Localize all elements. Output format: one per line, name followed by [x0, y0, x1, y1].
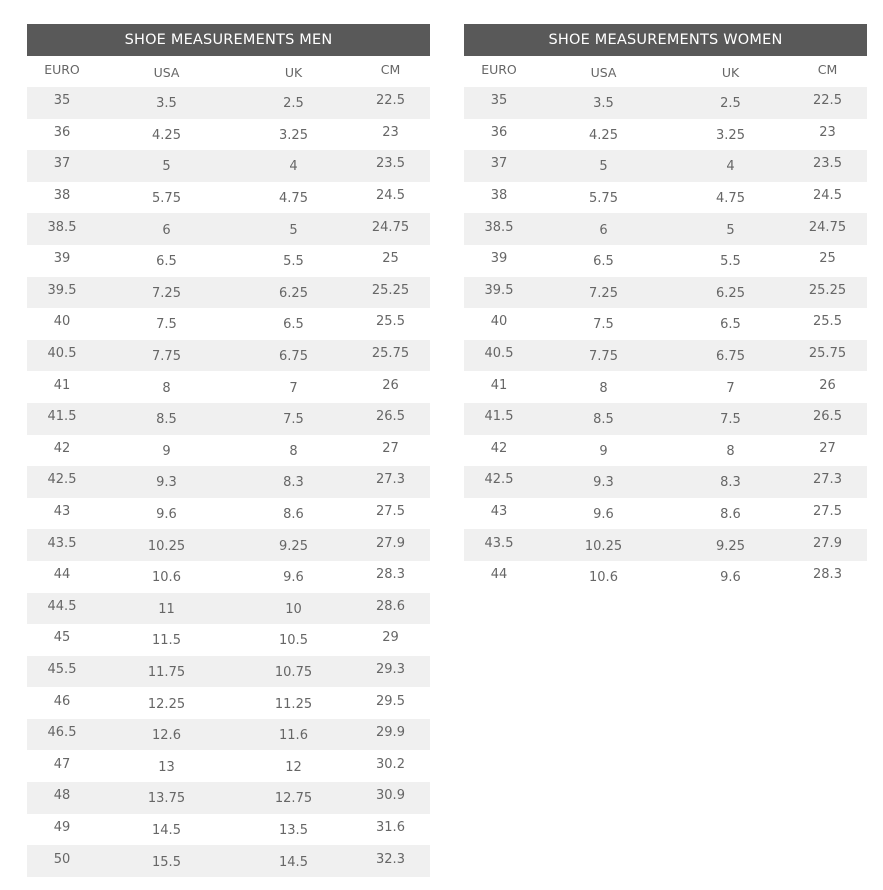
size-cell-euro: 43 — [464, 498, 534, 530]
size-cell-uk: 5 — [673, 213, 788, 245]
table-row — [27, 119, 430, 151]
women-table-title: SHOE MEASUREMENTS WOMEN — [464, 24, 867, 56]
table-row — [27, 308, 430, 340]
size-cell-cm: 27.5 — [351, 498, 430, 530]
size-cell-cm: 30.9 — [351, 782, 430, 814]
size-cell-cm: 28.3 — [788, 561, 867, 593]
size-cell-euro: 44.5 — [27, 593, 97, 625]
size-cell-euro: 37 — [464, 150, 534, 182]
size-cell-cm: 26.5 — [351, 403, 430, 435]
size-cell-cm: 25.75 — [788, 340, 867, 372]
table-row — [27, 656, 430, 688]
size-cell-usa: 7.25 — [534, 277, 673, 309]
size-cell-euro: 43.5 — [464, 529, 534, 561]
column-header-usa: USA — [590, 65, 617, 80]
size-cell-usa: 5.75 — [534, 182, 673, 214]
size-cell-euro: 45 — [27, 624, 97, 656]
size-cell-usa: 12.25 — [97, 687, 236, 719]
size-cell-euro: 42 — [27, 435, 97, 467]
size-cell-usa: 9 — [534, 435, 673, 467]
size-cell-cm: 26.5 — [788, 403, 867, 435]
size-cell-uk: 6.75 — [236, 340, 351, 372]
size-cell-usa: 9.6 — [97, 498, 236, 530]
size-cell-euro: 39.5 — [27, 277, 97, 309]
table-row — [464, 245, 867, 277]
men-size-table — [27, 24, 430, 877]
size-cell-uk: 7.5 — [673, 403, 788, 435]
size-cell-usa: 9 — [97, 435, 236, 467]
size-cell-euro: 40 — [27, 308, 97, 340]
size-cell-euro: 39 — [27, 245, 97, 277]
size-cell-uk: 8.6 — [673, 498, 788, 530]
size-cell-euro: 38 — [27, 182, 97, 214]
size-cell-usa: 9.3 — [97, 466, 236, 498]
size-cell-uk: 5 — [236, 213, 351, 245]
size-cell-uk: 9.6 — [673, 561, 788, 593]
size-cell-cm: 29.5 — [351, 687, 430, 719]
women-table-body — [464, 87, 867, 593]
size-cell-uk: 3.25 — [236, 119, 351, 151]
size-cell-usa: 9.6 — [534, 498, 673, 530]
size-cell-usa: 4.25 — [534, 119, 673, 151]
size-cell-cm: 32.3 — [351, 845, 430, 877]
column-header-euro: EURO — [44, 62, 80, 77]
size-cell-euro: 38.5 — [464, 213, 534, 245]
size-cell-uk: 14.5 — [236, 845, 351, 877]
size-cell-euro: 35 — [27, 87, 97, 119]
size-cell-cm: 28.3 — [351, 561, 430, 593]
size-cell-cm: 27.5 — [788, 498, 867, 530]
size-cell-uk: 6.75 — [673, 340, 788, 372]
size-cell-usa: 13 — [97, 750, 236, 782]
women-size-table — [464, 24, 867, 593]
size-cell-uk: 7.5 — [236, 403, 351, 435]
size-cell-uk: 9.6 — [236, 561, 351, 593]
size-cell-usa: 8.5 — [97, 403, 236, 435]
table-row — [464, 277, 867, 309]
table-row — [27, 371, 430, 403]
size-cell-usa: 7.75 — [97, 340, 236, 372]
size-cell-uk: 9.25 — [236, 529, 351, 561]
column-header-euro: EURO — [481, 62, 517, 77]
size-cell-uk: 8 — [236, 435, 351, 467]
column-header-cm: CM — [380, 62, 401, 77]
column-header-usa: USA — [153, 65, 180, 80]
size-cell-cm: 26 — [788, 371, 867, 403]
table-row — [27, 593, 430, 625]
size-cell-usa: 5 — [97, 150, 236, 182]
size-cell-cm: 23 — [351, 119, 430, 151]
table-row — [27, 150, 430, 182]
table-row — [464, 182, 867, 214]
size-cell-euro: 41.5 — [27, 403, 97, 435]
women-header-row — [464, 56, 867, 87]
table-row — [464, 498, 867, 530]
men-header-row — [27, 56, 430, 87]
size-cell-euro: 42 — [464, 435, 534, 467]
size-cell-uk: 9.25 — [673, 529, 788, 561]
table-row — [27, 403, 430, 435]
table-row — [464, 466, 867, 498]
size-cell-euro: 46 — [27, 687, 97, 719]
size-cell-uk: 12.75 — [236, 782, 351, 814]
size-cell-cm: 25 — [788, 245, 867, 277]
size-cell-euro: 39 — [464, 245, 534, 277]
table-row — [27, 277, 430, 309]
size-cell-cm: 24.75 — [788, 213, 867, 245]
column-header-cm: CM — [817, 62, 838, 77]
size-cell-usa: 11.75 — [97, 656, 236, 688]
size-cell-uk: 10.75 — [236, 656, 351, 688]
size-cell-uk: 4.75 — [673, 182, 788, 214]
table-row — [464, 340, 867, 372]
size-cell-usa: 12.6 — [97, 719, 236, 751]
table-row — [27, 845, 430, 877]
size-cell-usa: 10.25 — [97, 529, 236, 561]
size-cell-euro: 45.5 — [27, 656, 97, 688]
size-cell-uk: 8.6 — [236, 498, 351, 530]
size-cell-cm: 29.9 — [351, 719, 430, 751]
size-cell-cm: 23.5 — [788, 150, 867, 182]
size-cell-euro: 44 — [27, 561, 97, 593]
table-row — [27, 466, 430, 498]
size-cell-cm: 25.5 — [788, 308, 867, 340]
size-cell-usa: 8 — [534, 371, 673, 403]
size-cell-usa: 7.5 — [534, 308, 673, 340]
size-cell-euro: 41 — [464, 371, 534, 403]
size-cell-cm: 27.3 — [788, 466, 867, 498]
size-cell-cm: 22.5 — [351, 87, 430, 119]
size-cell-cm: 26 — [351, 371, 430, 403]
table-row — [464, 529, 867, 561]
size-cell-usa: 11.5 — [97, 624, 236, 656]
size-cell-uk: 11.25 — [236, 687, 351, 719]
size-cell-euro: 43.5 — [27, 529, 97, 561]
size-cell-usa: 6.5 — [97, 245, 236, 277]
size-cell-euro: 40.5 — [464, 340, 534, 372]
table-row — [27, 435, 430, 467]
size-cell-uk: 4 — [673, 150, 788, 182]
size-cell-cm: 25.75 — [351, 340, 430, 372]
size-cell-uk: 12 — [236, 750, 351, 782]
size-cell-cm: 25.25 — [788, 277, 867, 309]
size-cell-usa: 15.5 — [97, 845, 236, 877]
size-cell-euro: 36 — [464, 119, 534, 151]
table-row — [27, 529, 430, 561]
size-cell-cm: 23 — [788, 119, 867, 151]
size-cell-uk: 11.6 — [236, 719, 351, 751]
table-row — [464, 561, 867, 593]
size-cell-usa: 5.75 — [97, 182, 236, 214]
size-cell-usa: 10.25 — [534, 529, 673, 561]
men-table-title: SHOE MEASUREMENTS MEN — [27, 24, 430, 56]
size-cell-cm: 27 — [788, 435, 867, 467]
size-cell-usa: 7.5 — [97, 308, 236, 340]
size-cell-cm: 25.5 — [351, 308, 430, 340]
size-cell-uk: 3.25 — [673, 119, 788, 151]
size-cell-euro: 38 — [464, 182, 534, 214]
size-cell-euro: 40 — [464, 308, 534, 340]
size-cell-usa: 11 — [97, 593, 236, 625]
size-cell-cm: 28.6 — [351, 593, 430, 625]
table-row — [27, 213, 430, 245]
size-cell-cm: 27.3 — [351, 466, 430, 498]
size-cell-euro: 42.5 — [464, 466, 534, 498]
size-cell-uk: 10.5 — [236, 624, 351, 656]
size-cell-cm: 27 — [351, 435, 430, 467]
men-table-body — [27, 87, 430, 877]
size-cell-usa: 10.6 — [534, 561, 673, 593]
size-cell-uk: 2.5 — [673, 87, 788, 119]
size-cell-uk: 5.5 — [673, 245, 788, 277]
size-cell-euro: 36 — [27, 119, 97, 151]
size-cell-uk: 8.3 — [236, 466, 351, 498]
size-cell-cm: 29 — [351, 624, 430, 656]
size-cell-uk: 4.75 — [236, 182, 351, 214]
table-row — [27, 245, 430, 277]
table-row — [464, 371, 867, 403]
table-row — [27, 561, 430, 593]
size-cell-uk: 6.25 — [673, 277, 788, 309]
size-cell-usa: 9.3 — [534, 466, 673, 498]
table-row — [27, 624, 430, 656]
size-cell-uk: 6.5 — [673, 308, 788, 340]
table-row — [464, 119, 867, 151]
size-cell-usa: 3.5 — [97, 87, 236, 119]
size-cell-usa: 8 — [97, 371, 236, 403]
size-cell-euro: 35 — [464, 87, 534, 119]
column-header-uk: UK — [284, 65, 303, 80]
size-cell-cm: 22.5 — [788, 87, 867, 119]
size-cell-usa: 6.5 — [534, 245, 673, 277]
table-row — [464, 435, 867, 467]
size-cell-euro: 50 — [27, 845, 97, 877]
size-cell-cm: 24.5 — [351, 182, 430, 214]
table-row — [27, 719, 430, 751]
size-cell-cm: 27.9 — [351, 529, 430, 561]
size-cell-cm: 30.2 — [351, 750, 430, 782]
size-cell-usa: 13.75 — [97, 782, 236, 814]
size-cell-euro: 43 — [27, 498, 97, 530]
table-row — [464, 308, 867, 340]
size-cell-usa: 10.6 — [97, 561, 236, 593]
size-cell-euro: 41 — [27, 371, 97, 403]
table-row — [464, 87, 867, 119]
size-cell-euro: 44 — [464, 561, 534, 593]
size-cell-euro: 49 — [27, 814, 97, 846]
table-row — [27, 782, 430, 814]
size-cell-uk: 6.5 — [236, 308, 351, 340]
size-cell-cm: 24.5 — [788, 182, 867, 214]
size-cell-uk: 4 — [236, 150, 351, 182]
size-cell-usa: 7.75 — [534, 340, 673, 372]
size-cell-usa: 8.5 — [534, 403, 673, 435]
size-cell-euro: 47 — [27, 750, 97, 782]
size-cell-uk: 7 — [236, 371, 351, 403]
size-cell-uk: 10 — [236, 593, 351, 625]
size-cell-uk: 8 — [673, 435, 788, 467]
size-cell-usa: 7.25 — [97, 277, 236, 309]
table-row — [27, 182, 430, 214]
size-cell-cm: 31.6 — [351, 814, 430, 846]
size-cell-uk: 13.5 — [236, 814, 351, 846]
size-cell-usa: 6 — [534, 213, 673, 245]
size-cell-cm: 24.75 — [351, 213, 430, 245]
size-cell-usa: 5 — [534, 150, 673, 182]
table-row — [27, 814, 430, 846]
size-cell-cm: 25 — [351, 245, 430, 277]
column-header-uk: UK — [721, 65, 740, 80]
size-cell-cm: 27.9 — [788, 529, 867, 561]
size-cell-uk: 8.3 — [673, 466, 788, 498]
table-row — [464, 213, 867, 245]
table-row — [464, 403, 867, 435]
size-cell-usa: 4.25 — [97, 119, 236, 151]
size-cell-uk: 2.5 — [236, 87, 351, 119]
size-cell-euro: 42.5 — [27, 466, 97, 498]
size-cell-euro: 37 — [27, 150, 97, 182]
table-row — [27, 340, 430, 372]
size-cell-euro: 48 — [27, 782, 97, 814]
size-cell-usa: 3.5 — [534, 87, 673, 119]
size-cell-uk: 7 — [673, 371, 788, 403]
table-row — [27, 498, 430, 530]
size-cell-uk: 6.25 — [236, 277, 351, 309]
size-cell-cm: 29.3 — [351, 656, 430, 688]
size-cell-euro: 40.5 — [27, 340, 97, 372]
size-cell-uk: 5.5 — [236, 245, 351, 277]
table-row — [27, 87, 430, 119]
size-cell-euro: 41.5 — [464, 403, 534, 435]
size-cell-usa: 6 — [97, 213, 236, 245]
size-cell-euro: 46.5 — [27, 719, 97, 751]
size-cell-usa: 14.5 — [97, 814, 236, 846]
table-row — [27, 687, 430, 719]
table-row — [464, 150, 867, 182]
table-row — [27, 750, 430, 782]
size-cell-cm: 25.25 — [351, 277, 430, 309]
size-cell-cm: 23.5 — [351, 150, 430, 182]
size-cell-euro: 39.5 — [464, 277, 534, 309]
size-cell-euro: 38.5 — [27, 213, 97, 245]
